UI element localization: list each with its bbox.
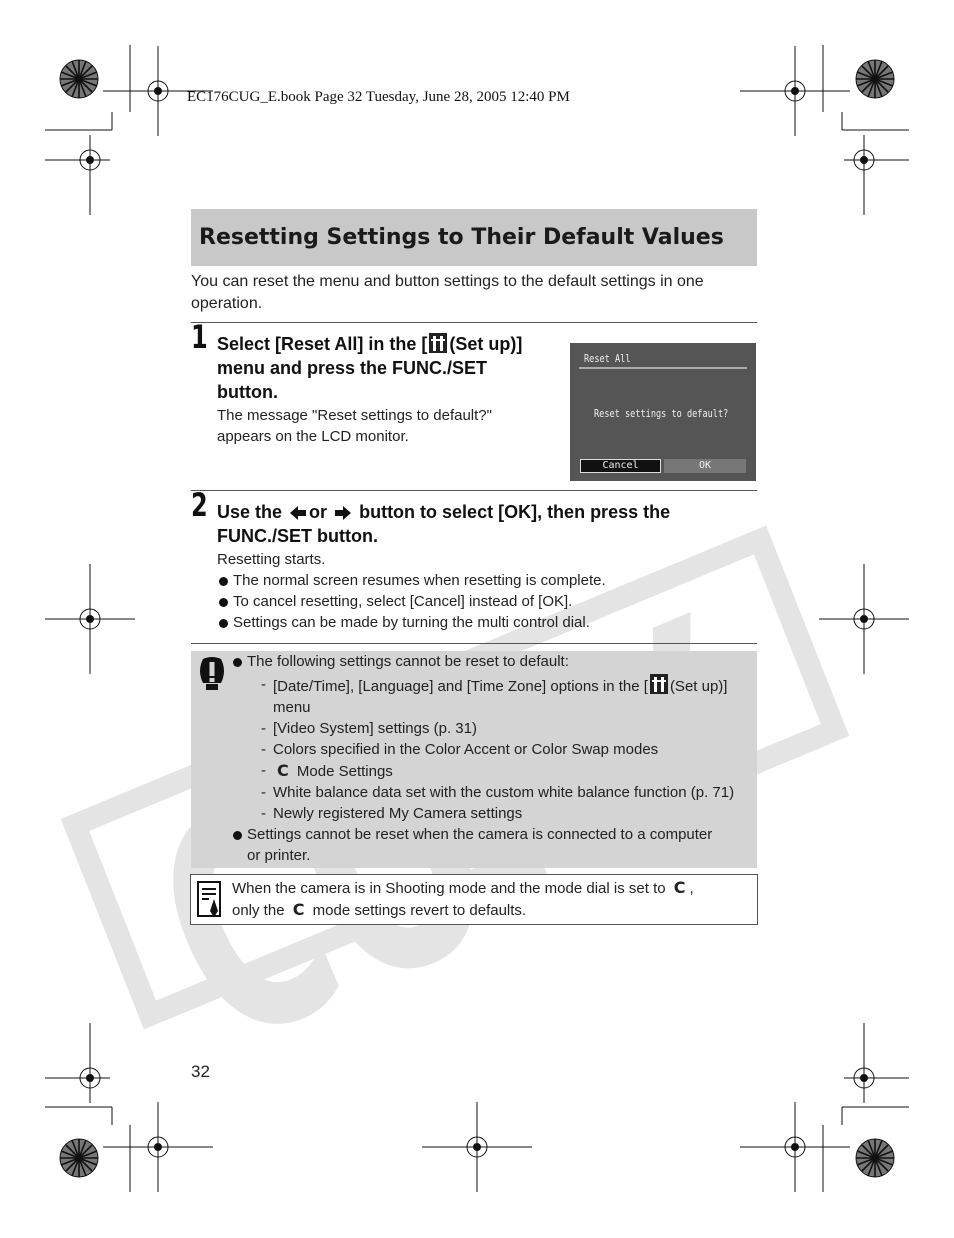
divider [191,490,757,491]
step-2-title-part3: button to select [OK], then press the [359,502,671,522]
step-1-title-part4: button. [217,382,278,402]
note-line1-part2: , [689,880,694,897]
list-item [247,760,755,782]
left-arrow-icon [290,506,306,520]
step-2-number: 2 [191,486,208,524]
caution-item-4: Mode Settings [296,763,393,780]
caution-bullet-1: The following settings cannot be reset to default: [247,653,569,670]
divider [191,643,757,644]
list-item: The normal screen resumes when resetting is complete. [217,570,757,591]
step-2-body-text: Resetting starts. [217,551,326,568]
list-item: - Colors specified in the Color Accent or Color Swap modes [247,739,755,760]
memo-icon [197,881,223,919]
section-title-band [191,209,757,266]
step-1-title-part2: (Set up)] [449,334,523,354]
step-1-body-line1: The message "Reset settings to default?" [217,407,492,424]
book-header-line: EC176CUG_E.book Page 32 Tuesday, June 28, 2005 12:40 PM [187,89,570,105]
step-1-body [217,405,557,447]
note-text [232,877,752,921]
setup-menu-icon [650,674,668,694]
step-2-bullet-list [217,570,757,633]
list-item: - Newly registered My Camera settings [247,803,755,824]
divider [191,322,757,323]
step-2-body [217,549,757,633]
caution-icon [197,657,227,691]
section-title: Resetting Settings to Their Default Values [199,225,724,250]
list-item: Settings can be made by turning the multi control dial. [217,612,757,633]
custom-mode-icon: C [673,878,686,897]
note-line1-part1: When the camera is in Shooting mode and the mode dial is set to [232,880,666,897]
list-item [231,824,755,866]
step-1-title-part3: menu and press the FUNC./SET [217,358,488,378]
caution-list [231,651,755,866]
custom-mode-icon: C [292,900,305,919]
lcd-cancel-option: Cancel [580,459,661,473]
step-1-number: 1 [191,318,208,356]
custom-mode-icon: C [277,761,289,780]
list-item [247,674,755,718]
step-2-title-part1: Use the [217,502,283,522]
lcd-ok-option: OK [664,459,746,473]
step-2-title-part4: FUNC./SET button. [217,526,378,546]
lcd-screen-illustration [570,343,756,481]
caution-bullet-2-line1: Settings cannot be reset when the camera is connected to a computer [247,826,713,843]
step-1-title [217,332,562,404]
step-1-body-line2: appears on the LCD monitor. [217,428,409,445]
list-item: To cancel resetting, select [Cancel] instead of [OK]. [217,591,757,612]
page-number: 32 [191,1062,210,1081]
lcd-message: Reset settings to default? [594,407,729,420]
caution-text [231,651,755,866]
step-1-title-part1: Select [Reset All] in the [ [217,334,428,354]
caution-box [191,651,757,868]
caution-item-1-part1: [Date/Time], [Language] and [Time Zone] options in the [ [273,678,648,695]
list-item [231,651,755,824]
lcd-divider [579,367,747,369]
note-line2-part1: only the [232,902,285,919]
caution-bullet-2-line2: or printer. [247,847,311,864]
caution-item-1-part2: (Set up)] [669,678,728,695]
note-box [190,874,758,925]
note-line2-part2: mode settings revert to defaults. [312,902,527,919]
right-arrow-icon [335,506,351,520]
list-item: - White balance data set with the custom white balance function (p. 71) [247,782,755,803]
step-2-title [217,500,757,548]
setup-menu-icon [429,333,447,353]
lcd-title: Reset All [584,352,631,365]
list-item: - [Video System] settings (p. 31) [247,718,755,739]
step-2-title-part2: or [309,502,328,522]
caution-item-1-part3: menu [273,699,311,716]
intro-paragraph: You can reset the menu and button settings to the default settings in one operation. [191,273,704,312]
